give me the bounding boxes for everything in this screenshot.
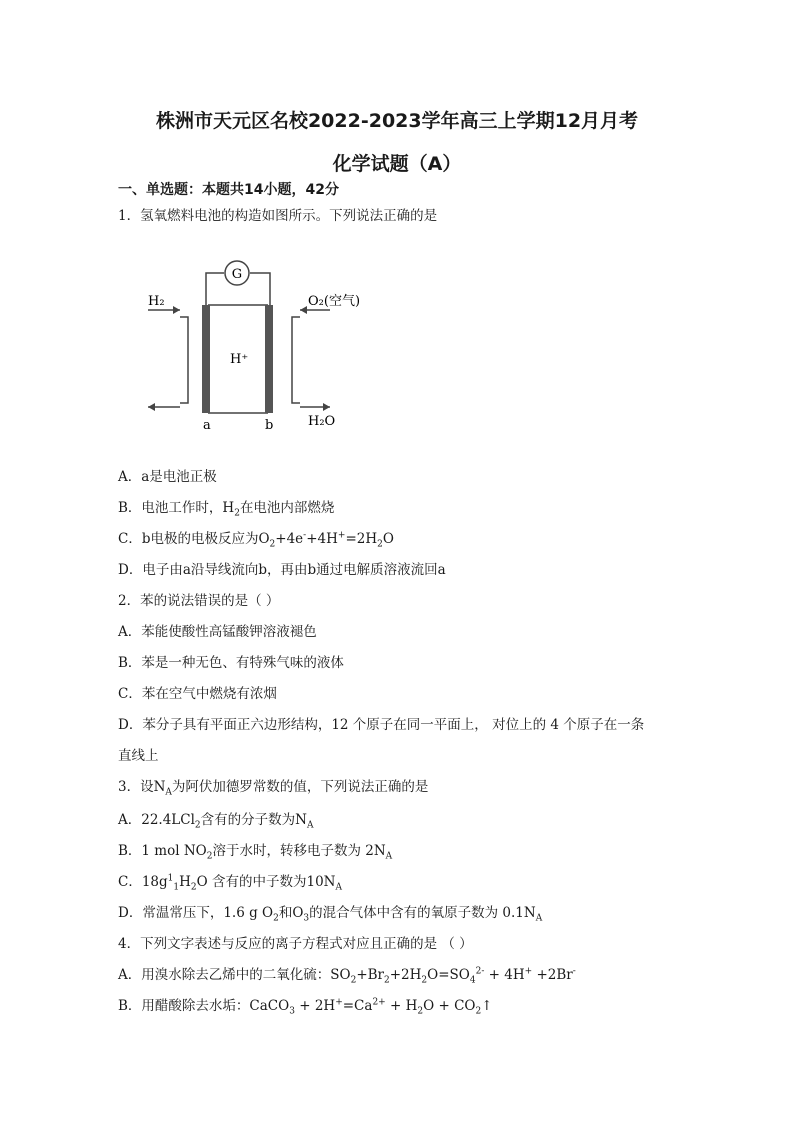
wire-right [250, 273, 270, 305]
q2-option-d-line2: 直线上 [118, 748, 159, 764]
electrode-b-label: b [265, 418, 274, 433]
q1-option-c: C．b电极的电极反应为$O_2+4e^-+4H^+=2H_2O$ [118, 530, 394, 550]
question-2-stem: 2．苯的说法错误的是（ ） [118, 593, 280, 609]
q3-option-b: B．1 mol $NO_2$溶于水时，转移电子数为 $2N_A$ [118, 843, 393, 862]
q3-option-d: D．常温常压下，1.6 g $O_2$和$O_3$的混合气体中含有的氧原子数为 $0.1N_A$ [118, 905, 543, 924]
h2o-label: H₂O [308, 414, 336, 429]
o2-label: O₂(空气) [308, 294, 360, 309]
right-chamber [292, 317, 300, 403]
q3-option-a: A．22.4LCl$_2$含有的分子数为$N_A$ [118, 812, 314, 831]
hplus-label: H⁺ [230, 352, 249, 367]
q4-option-b: B．用醋酸除去水垢：CaCO$_3$ + $2H^+=Ca^{2+} + H_2O$ + $CO_2↑$ [118, 997, 493, 1017]
galvanometer-label: G [231, 267, 243, 282]
q1-option-a: A．a是电池正极 [118, 469, 217, 485]
question-1-stem: 1．氢氧燃料电池的构造如图所示。下列说法正确的是 [118, 208, 438, 224]
o2-arrowhead-icon [300, 306, 307, 314]
question-4-stem: 4．下列文字表述与反应的离子方程式对应且正确的是 （ ） [118, 936, 473, 952]
electrode-b [265, 305, 273, 413]
q2-option-a: A．苯能使酸性高锰酸钾溶液褪色 [118, 624, 317, 640]
q1-option-d: D．电子由a沿导线流向b，再由b通过电解质溶液流回a [118, 562, 446, 578]
q4-option-a: A．用溴水除去乙烯中的二氧化硫：$SO_2+Br_2+2H_2O=SO_4^{2-} + 4H^+ +2Br^-$ [118, 966, 576, 986]
wire-left [206, 273, 224, 305]
section-heading: 一、单选题：本题共14小题，42分 [118, 182, 339, 198]
h2-label: H₂ [148, 294, 165, 309]
electrode-a-label: a [203, 418, 211, 433]
h2-out-arrowhead-icon [148, 403, 155, 411]
electrode-a [202, 305, 210, 413]
q2-option-c: C．苯在空气中燃烧有浓烟 [118, 686, 277, 702]
question-3-stem: 3．设$N_A$为阿伏加德罗常数的值，下列说法正确的是 [118, 779, 429, 798]
q2-option-d-line1: D．苯分子具有平面正六边形结构，12 个原子在同一平面上， 对位上的 4 个原子在一条 [118, 717, 645, 733]
page-title: 株洲市天元区名校2022-2023学年高三上学期12月月考 [155, 110, 639, 132]
q1-option-b: B．电池工作时，$H_2$在电池内部燃烧 [118, 500, 335, 519]
h2-arrowhead-icon [173, 306, 180, 314]
page-subtitle: 化学试题（A） [332, 153, 462, 175]
left-chamber [180, 317, 188, 403]
fuel-cell-diagram [140, 255, 360, 435]
h2o-arrowhead-icon [323, 403, 330, 411]
q3-option-c: C．$18g^1_1H_2O$ 含有的中子数为$10N_A$ [118, 873, 342, 893]
q2-option-b: B．苯是一种无色、有特殊气味的液体 [118, 655, 344, 671]
